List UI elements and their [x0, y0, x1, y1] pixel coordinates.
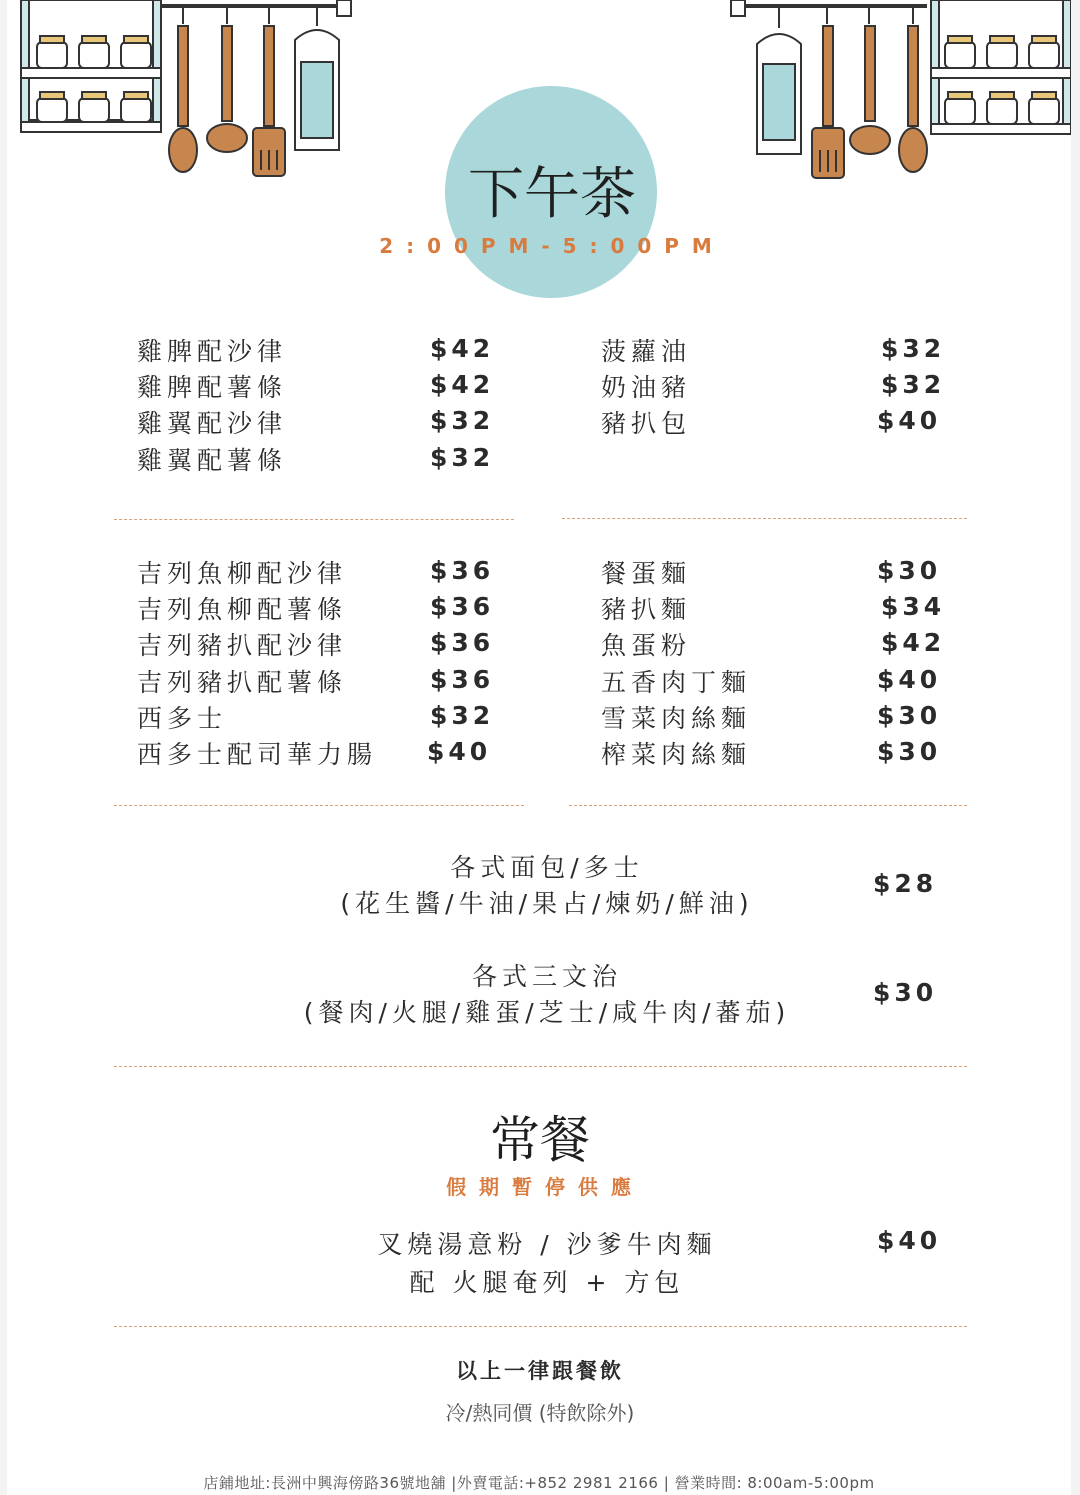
- menu-item: 榨菜肉絲麵: [601, 740, 752, 769]
- menu-price: $34: [881, 592, 946, 621]
- menu-item: 吉列豬扒配薯條: [137, 668, 348, 697]
- divider: [114, 519, 514, 520]
- bread-options: (花生醬/牛油/果占/煉奶/鮮油): [340, 889, 754, 918]
- regular-meal-price: $40: [877, 1226, 942, 1255]
- menu-item: 菠蘿油: [601, 337, 692, 366]
- drinks-note: 冷/熱同價 (特飲除外): [445, 1401, 635, 1425]
- menu-item: 豬扒麵: [601, 595, 692, 624]
- menu-item: 吉列豬扒配沙律: [137, 631, 348, 660]
- sandwich-title: 各式三文治: [471, 962, 622, 991]
- kitchen-utensils-left-illustration: [7, 0, 367, 190]
- menu-item: 豬扒包: [601, 409, 692, 438]
- menu-item: 吉列魚柳配薯條: [137, 595, 348, 624]
- menu-price: $40: [877, 406, 942, 435]
- menu-price: $32: [430, 701, 495, 730]
- menu-price: $32: [881, 370, 946, 399]
- regular-meal-main: 叉燒湯意粉 / 沙爹牛肉麵: [377, 1230, 717, 1259]
- divider: [562, 518, 967, 519]
- menu-price: $36: [430, 556, 495, 585]
- footer-info: 店鋪地址:長洲中興海傍路36號地舖 |外賣電話:+852 2981 2166 | 營業時間: 8:00am-5:00pm: [203, 1474, 875, 1492]
- divider: [569, 805, 967, 806]
- menu-item: 餐蛋麵: [601, 559, 692, 588]
- menu-price: $30: [877, 556, 942, 585]
- menu-item: 雞脾配沙律: [137, 337, 288, 366]
- menu-item: 魚蛋粉: [601, 631, 692, 660]
- menu-item: 西多士配司華力腸: [137, 740, 378, 769]
- divider: [114, 1066, 967, 1067]
- menu-price: $40: [877, 665, 942, 694]
- regular-meal-notice: 假 期 暫 停 供 應: [446, 1175, 634, 1199]
- menu-price: $30: [877, 737, 942, 766]
- bread-price: $28: [873, 869, 938, 898]
- menu-item: 五香肉丁麵: [601, 668, 752, 697]
- menu-price: $36: [430, 665, 495, 694]
- menu-item: 雞翼配薯條: [137, 446, 288, 475]
- menu-item: 雪菜肉絲麵: [601, 704, 752, 733]
- divider: [114, 805, 524, 806]
- regular-meal-title: 常餐: [490, 1111, 590, 1169]
- menu-price: $32: [430, 443, 495, 472]
- menu-price: $32: [430, 406, 495, 435]
- kitchen-utensils-right-illustration: [727, 0, 1071, 190]
- menu-price: $30: [877, 701, 942, 730]
- bread-title: 各式面包/多士: [450, 853, 644, 882]
- divider: [114, 1326, 967, 1327]
- menu-price: $42: [430, 334, 495, 363]
- page-title: 下午茶: [468, 162, 636, 227]
- sandwich-options: (餐肉/火腿/雞蛋/芝士/咸牛肉/蕃茄): [303, 998, 791, 1027]
- menu-item: 西多士: [137, 704, 228, 733]
- menu-price: $36: [430, 628, 495, 657]
- menu-item: 雞翼配沙律: [137, 409, 288, 438]
- sandwich-price: $30: [873, 978, 938, 1007]
- menu-price: $32: [881, 334, 946, 363]
- menu-item: 奶油豬: [601, 373, 692, 402]
- menu-price: $40: [427, 737, 492, 766]
- menu-price: $36: [430, 592, 495, 621]
- menu-price: $42: [430, 370, 495, 399]
- menu-page: [7, 0, 1071, 1495]
- menu-item: 吉列魚柳配沙律: [137, 559, 348, 588]
- menu-price: $42: [881, 628, 946, 657]
- regular-meal-side: 配 火腿奄列 + 方包: [409, 1268, 685, 1297]
- menu-item: 雞脾配薯條: [137, 373, 288, 402]
- service-hours: 2 : 0 0 P M - 5 : 0 0 P M: [379, 234, 715, 258]
- drinks-headline: 以上一律跟餐飲: [456, 1359, 624, 1383]
